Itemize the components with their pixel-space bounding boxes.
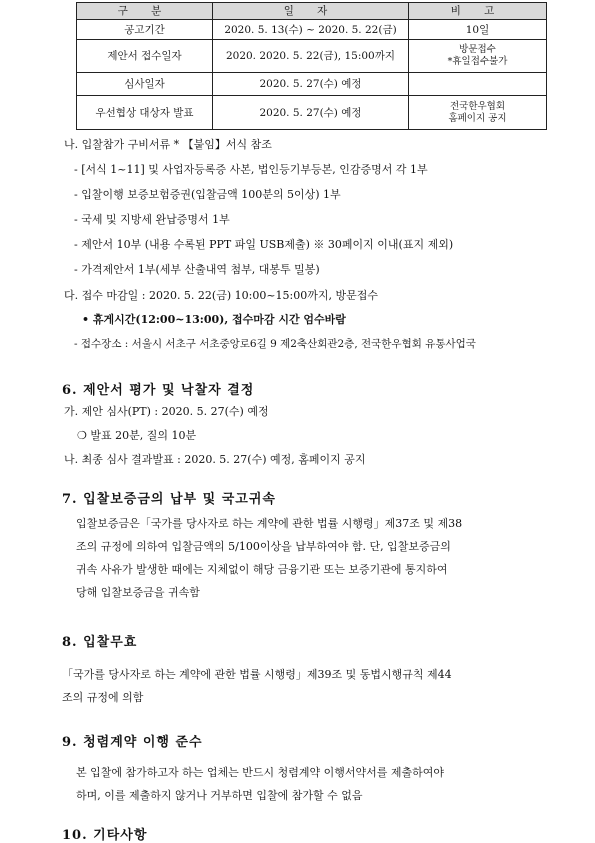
table-header-note: 비 고: [409, 3, 547, 20]
paragraph-line: 하며, 이를 제출하지 않거나 거부하면 입찰에 참가할 수 없음: [76, 789, 363, 802]
documents-item: - 국세 및 지방세 완납증명서 1부: [74, 213, 230, 226]
row-note: [409, 96, 547, 130]
paragraph-line: 본 입찰에 참가하고자 하는 업체는 반드시 청렴계약 이행서약서를 제출하여야: [76, 766, 445, 779]
row-date: 2020. 5. 27(수) 예정: [213, 73, 409, 96]
row-note: [409, 20, 547, 40]
integrity-paragraph: [76, 761, 542, 807]
row-note-line: 방문접수: [459, 44, 496, 55]
paragraph-line: 조의 규정에 의하여 입찰금액의 5/100이상을 납부하여야 함. 단, 입찰보증금의: [76, 540, 451, 553]
table-header-row: [77, 3, 547, 20]
deposit-paragraph: [76, 512, 542, 604]
deadline-note: • 휴게시간(12:00~13:00), 접수마감 시간 엄수바람: [82, 313, 346, 326]
row-label: 제안서 접수일자: [77, 40, 213, 73]
paragraph-line: 입찰보증금은「국가를 당사자로 하는 계약에 관한 법률 시행령」제37조 및 제38: [76, 517, 463, 530]
table-row: [77, 96, 547, 130]
result-line: 나. 최종 심사 결과발표 : 2020. 5. 27(수) 예정, 홈페이지 공지: [64, 453, 366, 466]
invalid-paragraph: [62, 663, 542, 709]
paragraph-line: 「국가를 당사자로 하는 계약에 관한 법률 시행령」제39조 및 동법시행규칙 제44: [62, 668, 452, 681]
documents-item: - 제안서 10부 (내용 수록된 PPT 파일 USB제출) ※ 30페이지 이내(표지 제외): [74, 238, 454, 251]
submission-place: - 접수장소 : 서울시 서초구 서초중앙로6길 9 제2축산회관2층, 전국한우협회 유통사업국: [74, 338, 476, 350]
section-heading: 9. 청렴계약 이행 준수: [62, 735, 203, 750]
table-header-date: 일 자: [213, 3, 409, 20]
table-header-category: 구 분: [77, 3, 213, 20]
deadline-line: 다. 접수 마감일 : 2020. 5. 22(금) 10:00~15:00까지, 방문접수: [64, 289, 378, 302]
row-label: 우선협상 대상자 발표: [77, 96, 213, 130]
documents-item: - 입찰이행 보증보험증권(입찰금액 100분의 5이상) 1부: [74, 188, 341, 201]
section-heading: 7. 입찰보증금의 납부 및 국고귀속: [62, 492, 276, 507]
row-note-line: *휴일접수불가: [447, 56, 508, 67]
row-label: 심사일자: [77, 73, 213, 96]
row-date: 2020. 5. 13(수) ~ 2020. 5. 22(금): [213, 20, 409, 40]
row-note-line: 홈페이지 공지: [448, 112, 507, 124]
row-note-line: 10일: [465, 23, 490, 36]
row-note: [409, 40, 547, 73]
row-note-line: 전국한우협회: [449, 100, 506, 112]
table-row: [77, 73, 547, 96]
review-line: 가. 제안 심사(PT) : 2020. 5. 27(수) 예정: [64, 405, 269, 418]
row-label: 공고기간: [77, 20, 213, 40]
row-note: [409, 73, 547, 96]
section-heading: 6. 제안서 평가 및 낙찰자 결정: [62, 383, 255, 398]
row-date: 2020. 5. 27(수) 예정: [213, 96, 409, 130]
schedule-table: [76, 2, 547, 130]
paragraph-line: 귀속 사유가 발생한 때에는 지체없이 해당 금융기관 또는 보증기관에 통지하여: [76, 563, 448, 576]
paragraph-line: 당해 입찰보증금을 귀속함: [76, 586, 200, 599]
section-heading: 8. 입찰무효: [62, 635, 138, 650]
documents-heading: 나. 입찰참가 구비서류 * 【붙임】서식 참조: [64, 138, 272, 151]
row-date: 2020. 2020. 5. 22(금), 15:00까지: [213, 40, 409, 73]
paragraph-line: 조의 규정에 의함: [62, 691, 144, 704]
table-row: [77, 20, 547, 40]
documents-item: - [서식 1~11] 및 사업자등록증 사본, 법인등기부등본, 인감증명서 각 1부: [74, 163, 428, 176]
review-detail: ❍ 발표 20분, 질의 10분: [77, 429, 197, 442]
documents-item: - 가격제안서 1부(세부 산출내역 첨부, 대봉투 밀봉): [74, 263, 320, 276]
section-heading: 10. 기타사항: [62, 828, 148, 843]
table-row: [77, 40, 547, 73]
